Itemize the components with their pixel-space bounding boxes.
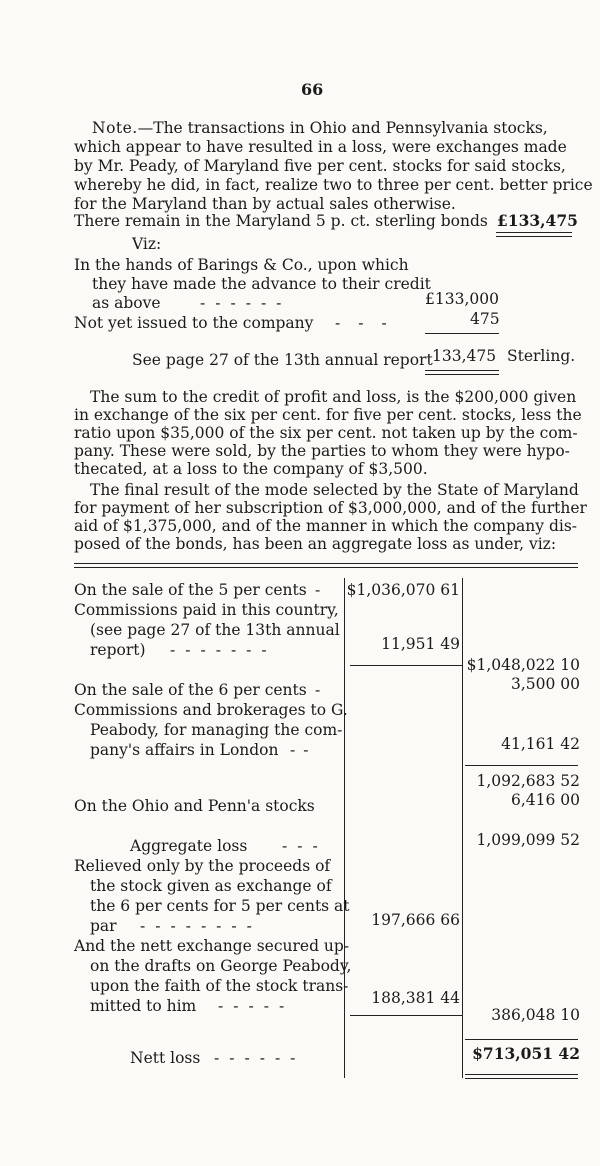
see-page-amount: 133,475: [432, 347, 497, 365]
row-relieved-line-2: the stock given as exchange of: [90, 877, 332, 895]
row-nett-exchange-line-2: on the drafts on George Peabody,: [90, 957, 352, 975]
leader-dots: ------: [214, 1049, 306, 1067]
row-nett-exchange-line-4: mitted to him: [90, 997, 197, 1015]
remain-amount: £133,475: [497, 211, 578, 230]
row-sale-5pc-label: On the sale of the 5 per cents: [74, 581, 307, 599]
row-nett-exchange-line-1: And the nett exchange secured up-: [74, 937, 350, 955]
row-sale-6pc-label: On the sale of the 6 per cents: [74, 681, 307, 699]
row-sale-6pc-amount: 3,500 00: [510, 675, 580, 693]
leader-dash: -: [315, 581, 321, 599]
nett-loss-amount: $713,051 42: [472, 1044, 580, 1063]
row-brokerage-line-3: pany's affairs in London: [90, 741, 279, 759]
page-number: 66: [301, 80, 324, 99]
table-top-rule: [74, 563, 578, 564]
row-relieved-line-4: par: [90, 917, 117, 935]
row-ohio-penn-label: On the Ohio and Penn'a stocks: [74, 797, 315, 815]
leader-dots: -----: [218, 997, 295, 1015]
aggregate-loss-label: Aggregate loss: [130, 837, 248, 855]
row-nett-exchange-total: 386,048 10: [491, 1006, 580, 1024]
note-label: Note.: [92, 119, 138, 137]
row-brokerage-line-1: Commissions and brokerages to G.: [74, 701, 348, 719]
not-issued-amount: 475: [470, 310, 500, 328]
leader-dots: ------: [200, 294, 292, 312]
row-brokerage-line-2: Peabody, for managing the com-: [90, 721, 343, 739]
row-commissions-line-1: Commissions paid in this country,: [74, 601, 339, 619]
leader-dots: --------: [140, 917, 262, 935]
note-line-3: by Mr. Peady, of Maryland five per cent. stocks for said stocks,: [74, 157, 566, 175]
aggregate-loss-amount: 1,099,099 52: [476, 831, 580, 849]
subtotal-1: 1,092,683 52: [476, 772, 580, 790]
nett-loss-label: Nett loss: [130, 1049, 201, 1067]
leader-dots: -------: [170, 641, 277, 659]
note-line-1: [92, 118, 548, 138]
para2-line-1: The final result of the mode selected by the State of Maryland: [90, 481, 579, 499]
see-page-text: See page 27 of the 13th annual report: [132, 351, 433, 369]
leader-dots: ---: [335, 314, 405, 332]
barings-amount: £133,000: [425, 290, 499, 308]
para2-line-4: posed of the bonds, has been an aggregate loss as under, viz:: [74, 535, 557, 553]
remain-text: There remain in the Maryland 5 p. ct. sterling bonds: [74, 212, 488, 230]
see-page-unit: Sterling.: [507, 347, 576, 365]
leader-dots: ---: [282, 837, 328, 855]
row-commissions-line-3: report): [90, 641, 146, 659]
para1-line-1: The sum to the credit of profit and loss, is the $200,000 given: [90, 388, 577, 406]
row-commissions-line-2: (see page 27 of the 13th annual: [90, 621, 340, 639]
para1-line-4: pany. These were sold, by the parties to whom they were hypo-: [74, 442, 570, 460]
para1-line-3: ratio upon $35,000 of the six per cent. not taken up by the com-: [74, 424, 578, 442]
row-brokerage-amount: 41,161 42: [501, 735, 580, 753]
note-line-2: which appear to have resulted in a loss, were exchanges made: [74, 138, 567, 156]
row-nett-exchange-line-3: upon the faith of the stock trans-: [90, 977, 349, 995]
leader-dots: --: [290, 741, 317, 759]
row-ohio-penn-amount: 6,416 00: [510, 791, 580, 809]
row-commissions-amount: 11,951 49: [381, 635, 460, 653]
barings-line-3: as above: [92, 294, 161, 312]
col-divider-2: [462, 578, 463, 1078]
row-nett-exchange-amount: 188,381 44: [371, 989, 460, 1007]
para2-line-3: aid of $1,375,000, and of the manner in which the company dis-: [74, 517, 578, 535]
barings-line-2: they have made the advance to their credit: [92, 275, 431, 293]
viz-label: Viz:: [132, 235, 162, 253]
note-line-4: whereby he did, in fact, realize two to three per cent. better price: [74, 176, 593, 194]
not-issued-text: Not yet issued to the company: [74, 314, 314, 332]
para1-line-2: in exchange of the six per cent. for five per cent. stocks, less the: [74, 406, 582, 424]
barings-line-1: In the hands of Barings & Co., upon which: [74, 256, 409, 274]
note-line-1-text: —The transactions in Ohio and Pennsylvania stocks,: [137, 119, 548, 137]
row-commissions-total: $1,048,022 10: [466, 656, 580, 674]
row-relieved-line-1: Relieved only by the proceeds of: [74, 857, 331, 875]
row-relieved-amount: 197,666 66: [371, 911, 460, 929]
row-sale-5pc-amount: $1,036,070 61: [346, 581, 460, 599]
para2-line-2: for payment of her subscription of $3,000,000, and of the further: [74, 499, 587, 517]
para1-line-5: thecated, at a loss to the company of $3,500.: [74, 460, 428, 478]
row-relieved-line-3: the 6 per cents for 5 per cents at: [90, 897, 350, 915]
leader-dash: -: [315, 681, 321, 699]
note-line-5: for the Maryland than by actual sales otherwise.: [74, 195, 456, 213]
